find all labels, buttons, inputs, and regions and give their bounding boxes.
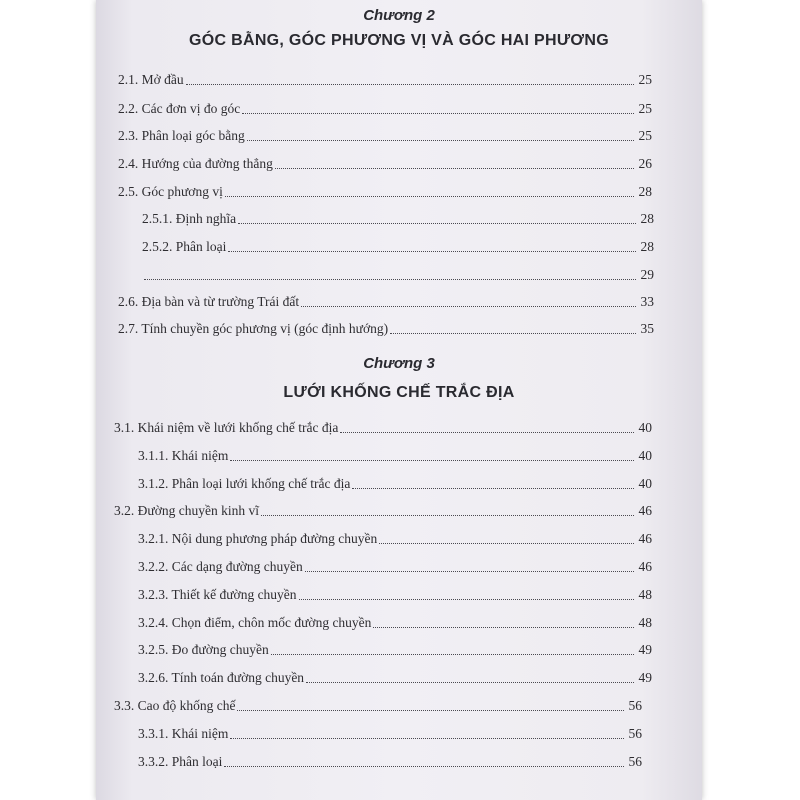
toc-entry-label: 3.2.5. Đo đường chuyền <box>138 642 269 657</box>
leader-dots <box>373 627 634 628</box>
toc-entry-label: 3.3.2. Phân loại <box>138 754 223 769</box>
toc-entry <box>118 150 652 172</box>
toc-entry-label: 3.2.3. Thiết kế đường chuyền <box>138 587 297 602</box>
toc-entry-label: 2.2. Các đơn vị đo góc <box>118 101 241 116</box>
chapter-3-heading: Chương 3 <box>363 355 435 372</box>
toc-entry <box>138 442 652 464</box>
toc-entry-label: 3.2.4. Chọn điểm, chôn mốc đường chuyền <box>138 615 372 630</box>
toc-entry-page: 28 <box>640 211 654 226</box>
leader-dots <box>230 460 634 461</box>
leader-dots <box>225 196 634 197</box>
leader-dots <box>228 251 636 252</box>
toc-entry <box>118 288 654 310</box>
toc-entry-label: 2.3. Phân loại góc bằng <box>118 128 245 143</box>
toc-entry-label: 3.3.1. Khái niệm <box>138 726 229 741</box>
toc-entry-page: 33 <box>640 294 654 309</box>
chapter-2-heading: Chương 2 <box>363 7 435 24</box>
leader-dots <box>247 140 634 141</box>
toc-entry-page: 46 <box>638 503 652 518</box>
toc-entry-page: 25 <box>638 72 652 87</box>
toc-entry <box>138 581 652 603</box>
toc-entry <box>138 525 652 547</box>
toc-entry-label: 3.2.1. Nội dung phương pháp đường chuyền <box>138 531 378 546</box>
leader-dots <box>379 543 634 544</box>
toc-entry <box>114 414 652 436</box>
leader-dots <box>144 279 636 280</box>
toc-entry <box>118 122 652 144</box>
leader-dots <box>237 710 624 711</box>
toc-entry-label: 2.1. Mở đầu <box>118 72 184 87</box>
leader-dots <box>230 738 624 739</box>
leader-dots <box>306 682 634 683</box>
toc-entry-page: 35 <box>640 321 654 336</box>
toc-entry <box>138 664 652 686</box>
toc-entry <box>118 95 652 117</box>
toc-entry-page: 28 <box>640 239 654 254</box>
leader-dots <box>271 654 634 655</box>
toc-entry-label: 2.5.2. Phân loại <box>142 239 227 254</box>
toc-entry-label: 2.5.1. Định nghĩa <box>142 211 237 226</box>
toc-entry-page: 46 <box>638 531 652 546</box>
toc-entry <box>114 692 642 714</box>
toc-entry <box>138 636 652 658</box>
toc-entry <box>142 233 654 255</box>
leader-dots <box>390 333 636 334</box>
toc-entry <box>118 178 652 200</box>
toc-entry-page: 46 <box>638 559 652 574</box>
toc-entry-label: 2.5. Góc phương vị <box>118 184 223 199</box>
toc-entry <box>142 205 654 227</box>
toc-entry <box>138 553 652 575</box>
toc-entry-label: 3.1.2. Phân loại lưới khống chế trắc địa <box>138 476 351 491</box>
leader-dots <box>275 168 634 169</box>
toc-entry-page: 56 <box>628 754 642 769</box>
toc-entry <box>138 470 652 492</box>
toc-entry-label: 2.4. Hướng của đường thẳng <box>118 156 273 171</box>
toc-entry-page: 56 <box>628 726 642 741</box>
chapter-3-title: LƯỚI KHỐNG CHẾ TRẮC ĐỊA <box>283 384 515 401</box>
leader-dots <box>301 306 636 307</box>
leader-dots <box>299 599 634 600</box>
leader-dots <box>352 488 634 489</box>
toc-entry <box>138 748 642 770</box>
toc-entry-label: 2.6. Địa bàn và từ trường Trái đất <box>118 294 300 309</box>
toc-entry <box>142 261 654 283</box>
leader-dots <box>340 432 634 433</box>
leader-dots <box>242 113 634 114</box>
toc-entry-label: 3.3. Cao độ khống chế <box>114 698 236 713</box>
toc-entry-label: 3.1.1. Khái niệm <box>138 448 229 463</box>
toc-entry-page: 28 <box>638 184 652 199</box>
toc-entry-page: 49 <box>638 642 652 657</box>
toc-entry-label: 3.2.2. Các dạng đường chuyền <box>138 559 303 574</box>
book-page <box>96 0 702 800</box>
chapter-2-title: GÓC BẰNG, GÓC PHƯƠNG VỊ VÀ GÓC HAI PHƯƠNG <box>189 32 609 49</box>
toc-entry <box>118 66 652 88</box>
leader-dots <box>305 571 634 572</box>
toc-entry <box>118 315 654 337</box>
toc-entry <box>138 720 642 742</box>
toc-entry-page: 56 <box>628 698 642 713</box>
toc-entry-page: 25 <box>638 128 652 143</box>
toc-entry-page: 29 <box>640 267 654 282</box>
toc-entry-page: 40 <box>638 476 652 491</box>
toc-entry-label: 3.2.6. Tính toán đường chuyền <box>138 670 305 685</box>
toc-entry-page: 48 <box>638 615 652 630</box>
leader-dots <box>238 223 636 224</box>
toc-entry-page: 26 <box>638 156 652 171</box>
toc-entry-label: 3.2. Đường chuyền kinh vĩ <box>114 503 259 518</box>
leader-dots <box>186 84 634 85</box>
toc-entry-label: 3.1. Khái niệm về lưới khống chế trắc địa <box>114 420 339 435</box>
toc-entry-page: 40 <box>638 448 652 463</box>
toc-entry-page: 25 <box>638 101 652 116</box>
toc-entry-label: 2.7. Tính chuyền góc phương vị (góc định hướng) <box>118 321 389 336</box>
toc-entry-page: 40 <box>638 420 652 435</box>
leader-dots <box>224 766 624 767</box>
toc-entry <box>114 497 652 519</box>
toc-entry-page: 49 <box>638 670 652 685</box>
toc-entry <box>138 609 652 631</box>
leader-dots <box>261 515 634 516</box>
toc-entry-page: 48 <box>638 587 652 602</box>
